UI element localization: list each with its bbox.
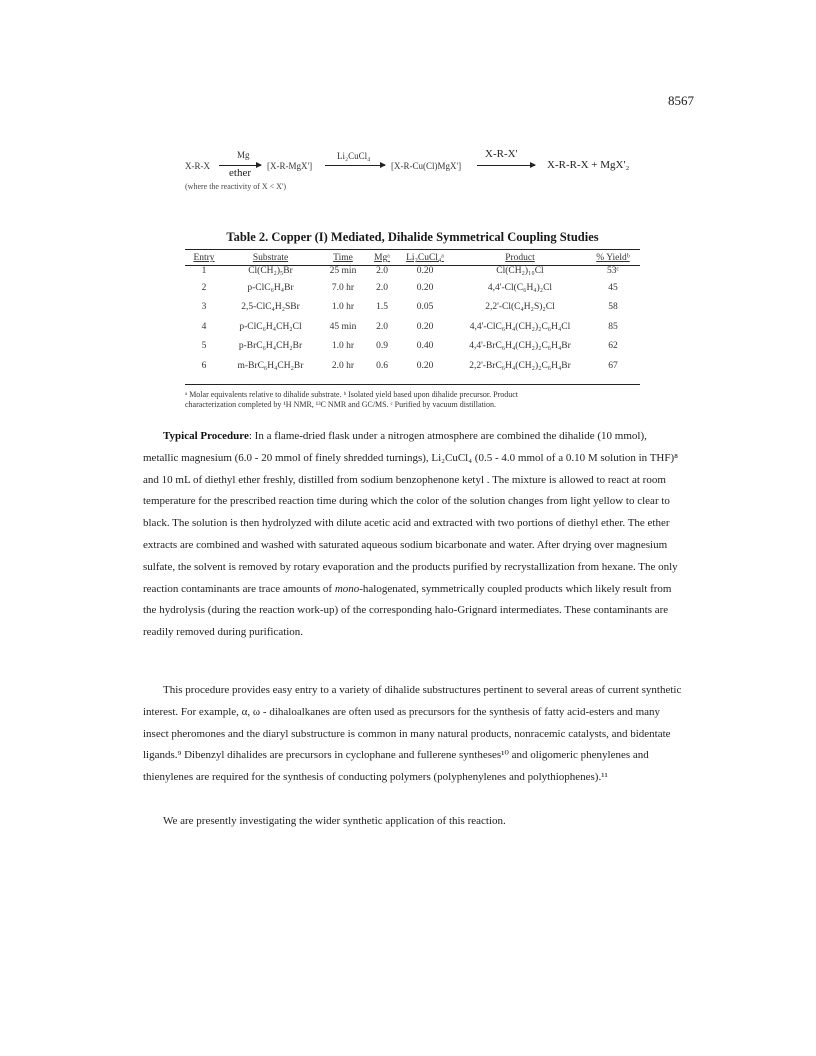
cell-substrate: Cl(CH₂)₅Br	[248, 266, 293, 276]
table-footnote-line: characterization completed by ¹H NMR, ¹³C NMR and GC/MS. ᶜ Purified by vacuum distillation.	[185, 400, 496, 409]
col-header-catalyst: Li₂CuCl₄ᵃ	[406, 253, 444, 263]
cell-mg: 2.0	[376, 266, 388, 276]
table-row	[185, 298, 640, 318]
scheme-reactant: X-R-X	[185, 161, 210, 171]
cell-mg: 2.0	[376, 282, 388, 293]
cell-time: 1.0 hr	[331, 341, 355, 352]
cell-yield: 67	[608, 360, 618, 371]
cell-product: 4,4'-BrC₆H₄(CH₂)₂C₆H₄Br	[469, 341, 571, 352]
cell-catalyst: 0.20	[416, 321, 434, 332]
scheme-arrow-1	[219, 165, 261, 166]
paragraph-text: This procedure provides easy entry to a variety of dihalide substructures pertinent to several areas of current synthetic interest. For example, α, ω - dihaloalkanes are often used as precursors for the synthesis of fatty acid-esters and many insect pheromones and the diaryl substructure is common in many natural products, nonracemic catalysts, and bidentate ligands.⁹ Dibenzyl dihalides are precursors in cyclophane and fullerene syntheses¹⁰ and oligomeric phenylenes and thienylenes are required for the synthesis of conducting polymers (polyphenylenes and polythiophenes).¹¹	[143, 684, 682, 784]
cell-time: 25 min	[329, 266, 357, 276]
scheme-products: X-R-R-X + MgX'₂	[547, 159, 630, 171]
paragraph-text: We are presently investigating the wider synthetic application of this reaction.	[163, 815, 506, 827]
table-top-rule	[185, 249, 640, 250]
paragraph-text: : In a flame-dried flask under a nitrogen atmosphere are combined the dihalide (10 mmol), metallic magnesium (6.0 - 20 mmol of finely shredded turnings), Li₂CuCl₄ (0.5 - 4.0 mmol of a 0.10 M solution in THF)⁸ and 10 mL of diethyl ether freshly, distilled from sodium benzophenone ketyl . The mixture is allowed to react at room temperature for the prescribed reaction time during which the color of the solution changes from light yellow to clear to black. The solution is then hydrolyzed with dilute acetic acid and extracted with two portions of diethyl ether. The ether extracts are combined and washed with saturated aqueous sodium bicarbonate and water. After drying over magnesium sulfate, the solvent is removed by rotary evaporation and the products purified by recrystallization from hexane. The only reaction contaminants are trace amounts of	[143, 430, 678, 595]
cell-entry: 6	[201, 360, 207, 371]
table-caption: Table 2. Copper (I) Mediated, Dihalide Symmetrical Coupling Studies	[226, 230, 599, 244]
reaction-scheme	[185, 150, 635, 180]
typical-procedure-heading: Typical Procedure	[163, 430, 249, 442]
cell-mg: 0.9	[376, 341, 388, 352]
closing-paragraph	[143, 811, 683, 833]
cell-entry: 4	[201, 321, 207, 332]
table-row	[185, 278, 640, 298]
table-row	[185, 337, 640, 357]
cell-entry: 3	[201, 302, 207, 313]
cell-entry: 5	[201, 341, 207, 352]
cell-yield: 58	[608, 302, 618, 313]
cell-substrate: p-ClC₆H₄Br	[247, 282, 294, 293]
cell-catalyst: 0.40	[416, 341, 434, 352]
discussion-paragraph	[143, 680, 683, 789]
scheme-step1-solvent: ether	[229, 167, 251, 179]
table-bottom-rule	[185, 384, 640, 385]
cell-time: 1.0 hr	[331, 302, 355, 313]
cell-yield: 53ᶜ	[607, 266, 619, 276]
cell-substrate: 2,5-ClC₄H₂SBr	[241, 302, 300, 313]
cell-mg: 1.5	[376, 302, 388, 313]
paragraph-italic-text: mono	[334, 582, 360, 595]
col-header-mg: Mgᵃ	[374, 253, 390, 263]
cell-catalyst: 0.05	[416, 302, 434, 313]
cell-substrate: p-BrC₆H₄CH₂Br	[238, 341, 303, 352]
cell-product: 2,2'-BrC₆H₄(CH₂)₂C₆H₄Br	[469, 360, 571, 371]
page-number: 8567	[668, 93, 694, 108]
scheme-intermediate-2: [X-R-Cu(Cl)MgX']	[391, 161, 462, 171]
scheme-arrow-3	[477, 165, 535, 166]
typical-procedure-paragraph	[143, 426, 683, 644]
table-row	[185, 317, 640, 337]
cell-time: 45 min	[329, 321, 357, 332]
table-header-row	[185, 252, 640, 264]
cell-yield: 62	[608, 341, 618, 352]
cell-product: 2,2'-Cl(C₄H₂S)₂Cl	[485, 302, 555, 313]
scheme-arrow-2	[325, 165, 385, 166]
cell-substrate: m-BrC₆H₄CH₂Br	[237, 360, 304, 371]
cell-time: 7.0 hr	[331, 282, 355, 293]
col-header-substrate: Substrate	[252, 253, 289, 263]
cell-product: 4,4'-ClC₆H₄(CH₂)₂C₆H₄Cl	[469, 321, 571, 332]
cell-catalyst: 0.20	[416, 360, 434, 371]
scheme-note: (where the reactivity of X < X')	[185, 182, 287, 191]
cell-yield: 45	[608, 282, 618, 293]
cell-entry: 2	[201, 282, 207, 293]
cell-mg: 2.0	[376, 321, 388, 332]
cell-substrate: p-ClC₆H₄CH₂Cl	[239, 321, 302, 332]
scheme-intermediate-1: [X-R-MgX']	[267, 161, 313, 171]
scheme-step2-reagent: Li₂CuCl₄	[337, 151, 371, 161]
cell-catalyst: 0.20	[416, 282, 434, 293]
coupling-table	[185, 252, 640, 376]
col-header-entry: Entry	[193, 253, 215, 263]
col-header-yield: % Yieldᵇ	[596, 253, 630, 263]
cell-yield: 85	[608, 321, 618, 332]
cell-catalyst: 0.20	[416, 266, 434, 276]
cell-time: 2.0 hr	[331, 360, 355, 371]
table-row	[185, 264, 640, 278]
table-row	[185, 356, 640, 376]
col-header-time: Time	[333, 253, 353, 263]
scheme-step3-reagent: X-R-X'	[485, 148, 518, 160]
cell-mg: 0.6	[376, 360, 388, 371]
paragraph-text: -halogenated, symmetrically coupled products which likely result from the hydrolysis (during the reaction work-up) of the corresponding halo-Grignard intermediates. These contaminants are readily removed during purification.	[143, 582, 672, 639]
cell-entry: 1	[201, 266, 207, 276]
scheme-step1-reagent: Mg	[237, 150, 250, 160]
col-header-product: Product	[505, 253, 535, 263]
cell-product: 4,4'-Cl(C₆H₄)₂Cl	[487, 282, 553, 293]
table-footnote-line: ᵃ Molar equivalents relative to dihalide substrate. ᵇ Isolated yield based upon dihalide precursor. Product	[185, 390, 519, 399]
table-footnote	[185, 390, 655, 410]
cell-product: Cl(CH₂)₁₀Cl	[496, 266, 544, 276]
